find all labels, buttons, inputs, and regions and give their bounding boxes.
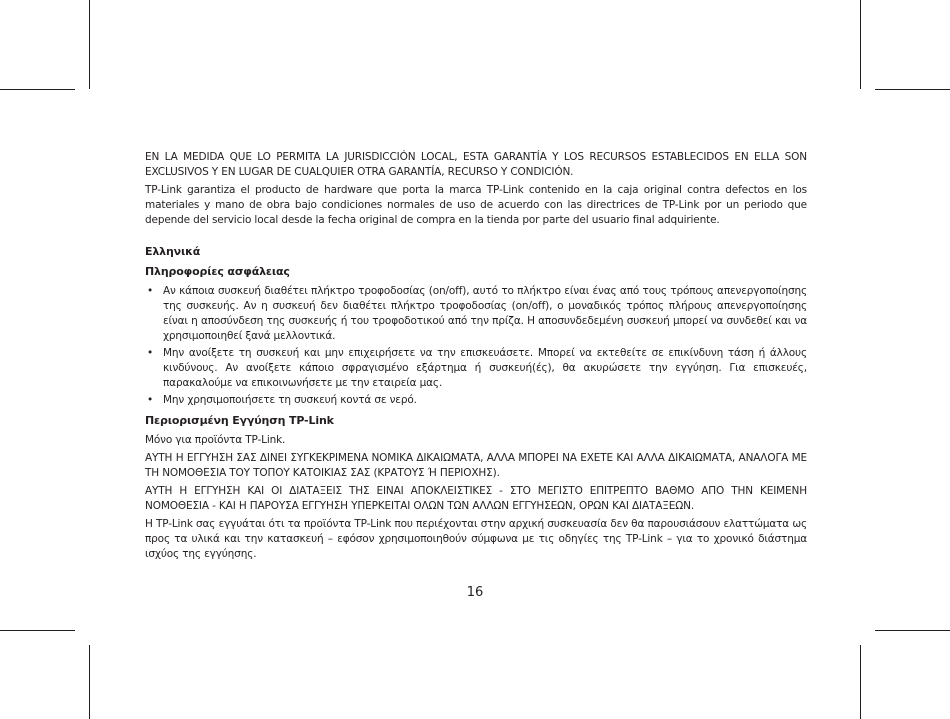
crop-mark [860, 0, 861, 89]
list-item [145, 393, 807, 408]
bullet-icon: • [147, 347, 154, 359]
page-number: 16 [466, 585, 484, 600]
page-content [145, 150, 807, 565]
crop-mark [860, 645, 861, 719]
safety-list [145, 284, 807, 408]
crop-mark [0, 89, 75, 90]
safety-item-text: Μην ανοίξετε τη συσκευή και μην επιχειρήσετε να την επισκευάσετε. Μπορεί να εκτεθείτε σε επικίνδυνη τάση ή άλλους κινδύνους. Αν ανοίξετε κάποιο σφραγισμένο εξάρτημα ή συσκευή(ές), θα ακυρώσετε την εγγύηση. Για επισκευές, παρακαλούμε να επικοινωνήσετε με την εταιρεία μας. [163, 347, 807, 389]
list-item [145, 284, 807, 344]
warranty-heading: Περιορισμένη Εγγύηση TP-Link [145, 414, 334, 427]
crop-mark [89, 0, 90, 89]
spanish-exclusivity-paragraph: EN LA MEDIDA QUE LO PERMITA LA JURISDICCIÓN LOCAL, ESTA GARANTÍA Y LOS RECURSOS ESTABLECIDOS EN ELLA SON EXCLUSIVOS Y EN LUGAR DE CUALQUIER OTRA GARANTÍA, RECURSO Y CONDICIÓN. [145, 151, 807, 178]
language-heading: Ελληνικά [145, 245, 201, 258]
bullet-icon: • [147, 394, 154, 406]
bullet-icon: • [147, 285, 154, 297]
crop-mark [89, 645, 90, 719]
warranty-paragraph: ΑΥΤΗ Η ΕΓΓΥΗΣΗ ΚΑΙ ΟΙ ΔΙΑΤΑΞΕΙΣ ΤΗΣ ΕΙΝΑΙ ΑΠΟΚΛΕΙΣΤΙΚΕΣ - ΣΤΟ ΜΕΓΙΣΤΟ ΕΠΙΤΡΕΠΤΟ ΒΑΘΜΟ ΑΠΟ ΤΗΝ ΚΕΙΜΕΝΗ ΝΟΜΟΘΕΣΙΑ - ΚΑΙ Η ΠΑΡΟΥΣΑ ΕΓΓΥΗΣΗ ΥΠΕΡΚΕΙΤΑΙ ΟΛΩΝ ΤΩΝ ΑΛΛΩΝ ΕΓΓΥΗΣΕΩΝ, ΟΡΩΝ ΚΑΙ ΔΙΑΤΑΞΕΩΝ. [145, 485, 807, 512]
safety-item-text: Αν κάποια συσκευή διαθέτει πλήκτρο τροφοδοσίας (on/off), αυτό το πλήκτρο είναι ένας από τους τρόπους απενεργοποίησης της συσκευής. Αν η συσκευή δεν διαθέτει πλήκτρο τροφοδοσίας (on/off), ο μοναδικός τρόπος πλήρους απενεργοποίησης είναι η αποσύνδεση της συσκευής ή του τροφοδοτικού από την πρίζα. Η αποσυνδεδεμένη συσκευή μπορεί να συνδεθεί και να χρησιμοποιηθεί ξανά μελλοντικά. [163, 285, 807, 342]
crop-mark [0, 630, 75, 631]
list-item [145, 346, 807, 391]
spanish-warranty-paragraph: TP-Link garantiza el producto de hardware que porta la marca TP-Link contenido en la caja original contra defectos en los materiales y mano de obra bajo condiciones normales de uso de acuerdo con las directrices de TP-Link por un periodo que depende del servicio local desde la fecha original de compra en la tienda por parte del usuario final adquiriente. [145, 184, 807, 226]
warranty-paragraph: Μόνο για προϊόντα TP-Link. [145, 434, 286, 446]
safety-heading: Πληροφορίες ασφάλειας [145, 265, 290, 278]
crop-mark [875, 89, 950, 90]
safety-item-text: Μην χρησιμοποιήσετε τη συσκευή κοντά σε νερό. [163, 394, 417, 406]
crop-mark [875, 630, 950, 631]
warranty-paragraph: ΑΥΤΗ Η ΕΓΓΥΗΣΗ ΣΑΣ ΔΙΝΕΙ ΣΥΓΚΕΚΡΙΜΕΝΑ ΝΟΜΙΚΑ ΔΙΚΑΙΩΜΑΤΑ, ΑΛΛΑ ΜΠΟΡΕΙ ΝΑ ΕΧΕΤΕ ΚΑΙ ΑΛΛΑ ΔΙΚΑΙΩΜΑΤΑ, ΑΝΑΛΟΓΑ ΜΕ ΤΗ ΝΟΜΟΘΕΣΙΑ ΤΟΥ ΤΟΠΟΥ ΚΑΤΟΙΚΙΑΣ ΣΑΣ (ΚΡΑΤΟΥΣ Ή ΠΕΡΙΟΧΗΣ). [145, 452, 807, 479]
warranty-paragraph: Η TP-Link σας εγγυάται ότι τα προϊόντα TP-Link που περιέχονται στην αρχική συσκευασία δεν θα παρουσιάσουν ελαττώματα ως προς τα υλικά και την κατασκευή – εφόσον χρησιμοποιηθούν σύμφωνα με τις οδηγίες της TP-Link – για το χρονικό διάστημα ισχύος της εγγύησης. [145, 518, 807, 560]
